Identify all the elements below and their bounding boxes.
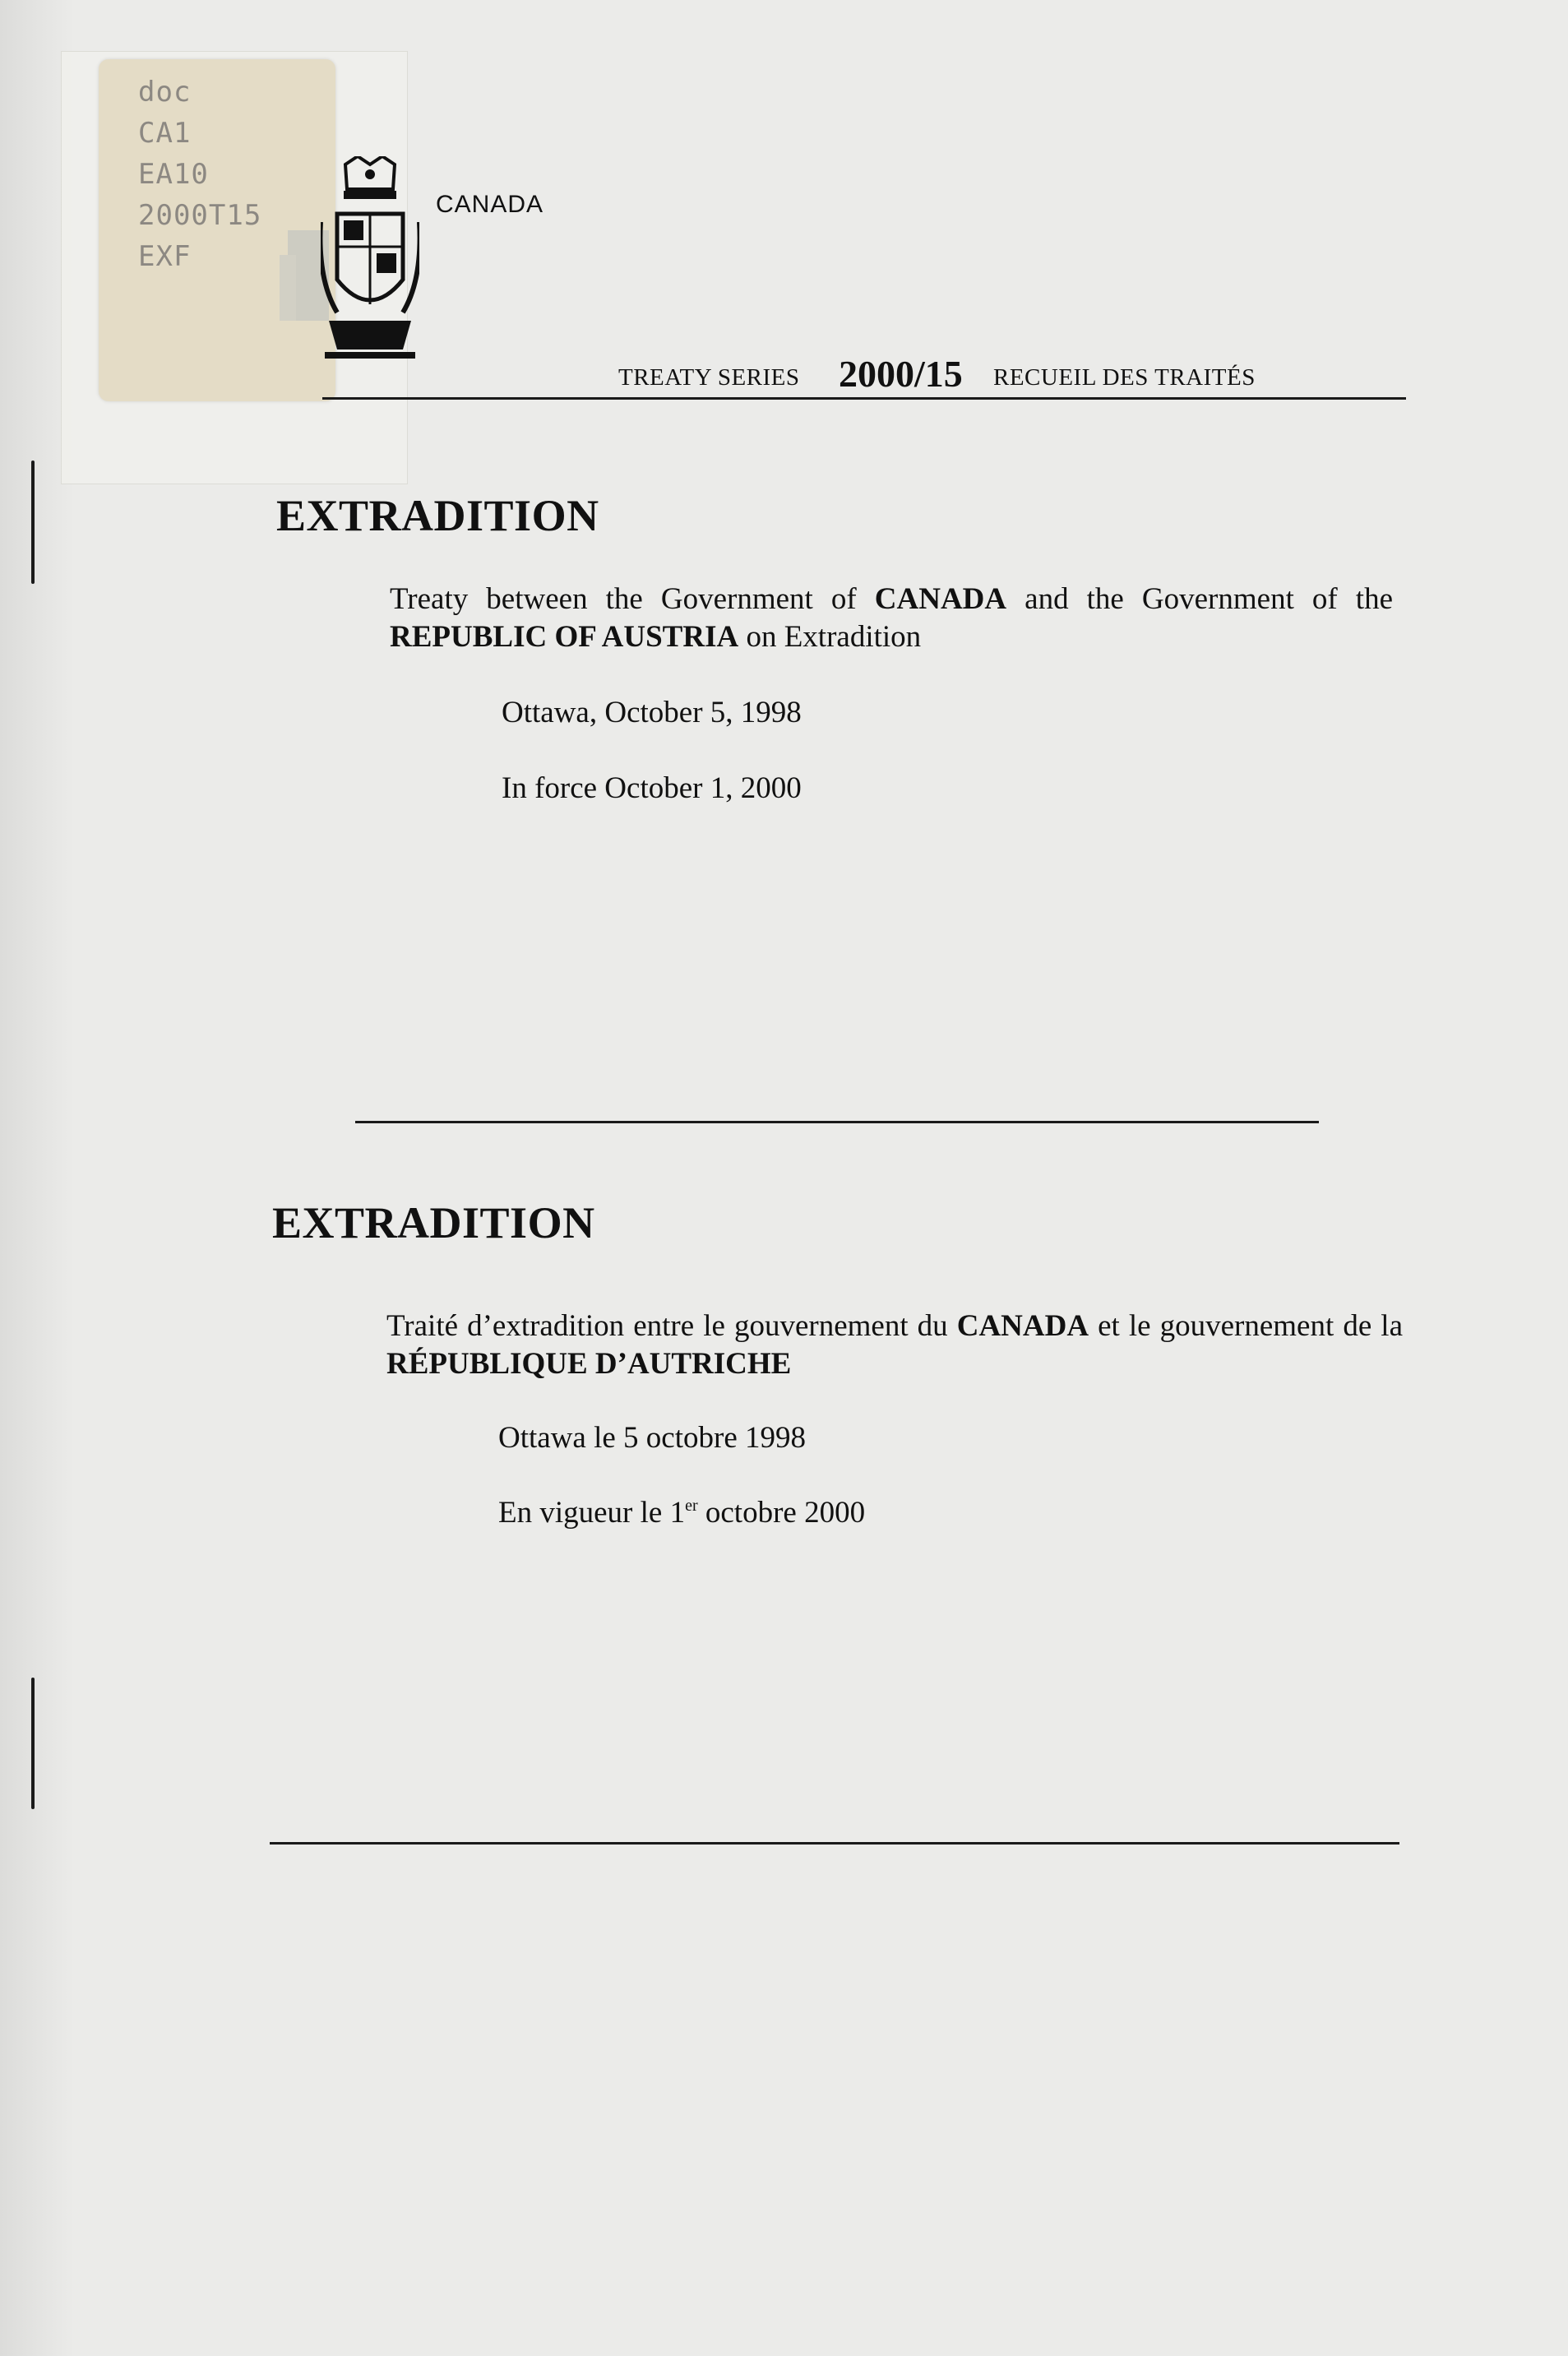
english-title-part-1: Treaty between the Government of: [390, 582, 875, 616]
french-party-canada: CANADA: [956, 1309, 1089, 1343]
french-in-force: [498, 1495, 865, 1530]
english-in-force: In force October 1, 2000: [502, 771, 802, 805]
english-party-canada: CANADA: [874, 582, 1007, 616]
english-party-austria: REPUBLIC OF AUSTRIA: [390, 620, 739, 654]
country-name: CANADA: [436, 191, 544, 218]
french-party-autriche: RÉPUBLIQUE D’AUTRICHE: [386, 1347, 792, 1381]
french-place-date: Ottawa le 5 octobre 1998: [498, 1421, 806, 1455]
label-line-2: CA1: [138, 117, 192, 150]
coat-of-arms-icon: [321, 156, 419, 362]
english-place-date: Ottawa, October 5, 1998: [502, 696, 802, 729]
label-line-1: doc: [138, 76, 192, 109]
french-in-force-suffix: octobre 2000: [697, 1496, 866, 1530]
french-in-force-superscript: er: [685, 1497, 698, 1515]
english-title-part-2: and the Government of the: [1006, 582, 1393, 616]
header-rule: [322, 397, 1406, 400]
french-in-force-prefix: En vigueur le 1: [498, 1496, 686, 1530]
label-line-3: EA10: [138, 158, 209, 191]
binding-mark-bottom: [31, 1678, 35, 1809]
english-title: [390, 581, 1393, 656]
recueil-label: RECUEIL DES TRAITÉS: [993, 364, 1256, 391]
series-number: 2000/15: [839, 353, 963, 395]
footer-rule: [270, 1842, 1399, 1845]
label-line-5: EXF: [138, 240, 192, 273]
english-heading: EXTRADITION: [276, 491, 599, 540]
english-title-part-3: on Extradition: [738, 620, 922, 654]
french-title-part-1: Traité d’extradition entre le gouvernement du: [386, 1309, 957, 1343]
label-line-4: 2000T15: [138, 199, 262, 232]
french-title: [386, 1308, 1403, 1383]
section-divider-rule: [355, 1121, 1319, 1123]
french-heading: EXTRADITION: [272, 1198, 595, 1247]
french-title-part-2: et le gouvernement de la: [1089, 1309, 1403, 1343]
treaty-series-label: TREATY SERIES: [618, 364, 800, 391]
binding-mark-top: [31, 461, 35, 584]
